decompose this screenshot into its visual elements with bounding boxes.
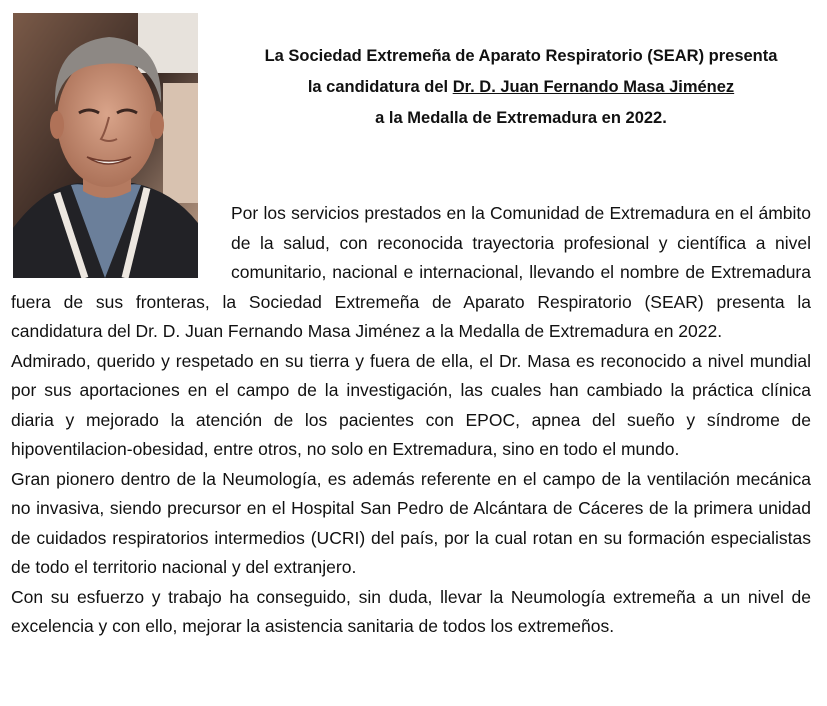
paragraph-2: Admirado, querido y respetado en su tierra y fuera de ella, el Dr. Masa es reconocido a nivel mundial por sus aportaciones en el campo de la investigación, las cuales han cambiado la práctica clínica diaria y mejorado la atención de los pacientes con EPOC, apnea del sueño y síndrome de hipoventilacion-obesidad, entre otros, no solo en Extremadura, sino en todo el mundo. bbox=[11, 350, 811, 459]
headline-line-1: La Sociedad Extremeña de Aparato Respiratorio (SEAR) presenta bbox=[264, 47, 778, 65]
candidate-name: Dr. D. Juan Fernando Masa Jiménez bbox=[452, 78, 735, 96]
headline-prefix: la candidatura del bbox=[307, 78, 453, 96]
paragraph-3: Gran pionero dentro de la Neumología, es además referente en el campo de la ventilación mecánica no invasiva, siendo precursor en el Hospital San Pedro de Alcántara de Cáceres de la primera unidad de cuidados respiratorios intermedios (UCRI) del país, por la cual rotan en su formación especialistas de todo el territorio nacional y del extranjero. bbox=[11, 468, 811, 577]
body-text bbox=[11, 199, 811, 642]
paragraph-4: Con su esfuerzo y trabajo ha conseguido, sin duda, llevar la Neumología extremeña a un nivel de excelencia y con ello, mejorar la asistencia sanitaria de todos los extremeños. bbox=[11, 586, 811, 636]
paragraph-1: Por los servicios prestados en la Comunidad de Extremadura en el ámbito de la salud, con reconocida trayectoria profesional y científica a nivel comunitario, nacional e internacional, llevando el nombre de Extremadura fuera de sus fronteras, la Sociedad Extremeña de Aparato Respiratorio (SEAR) presenta la candidatura del Dr. D. Juan Fernando Masa Jiménez a la Medalla de Extremadura en 2022. bbox=[11, 203, 811, 341]
headline bbox=[215, 41, 827, 134]
headline-line-2 bbox=[215, 72, 827, 103]
headline-line-3: a la Medalla de Extremadura en 2022. bbox=[375, 109, 667, 127]
